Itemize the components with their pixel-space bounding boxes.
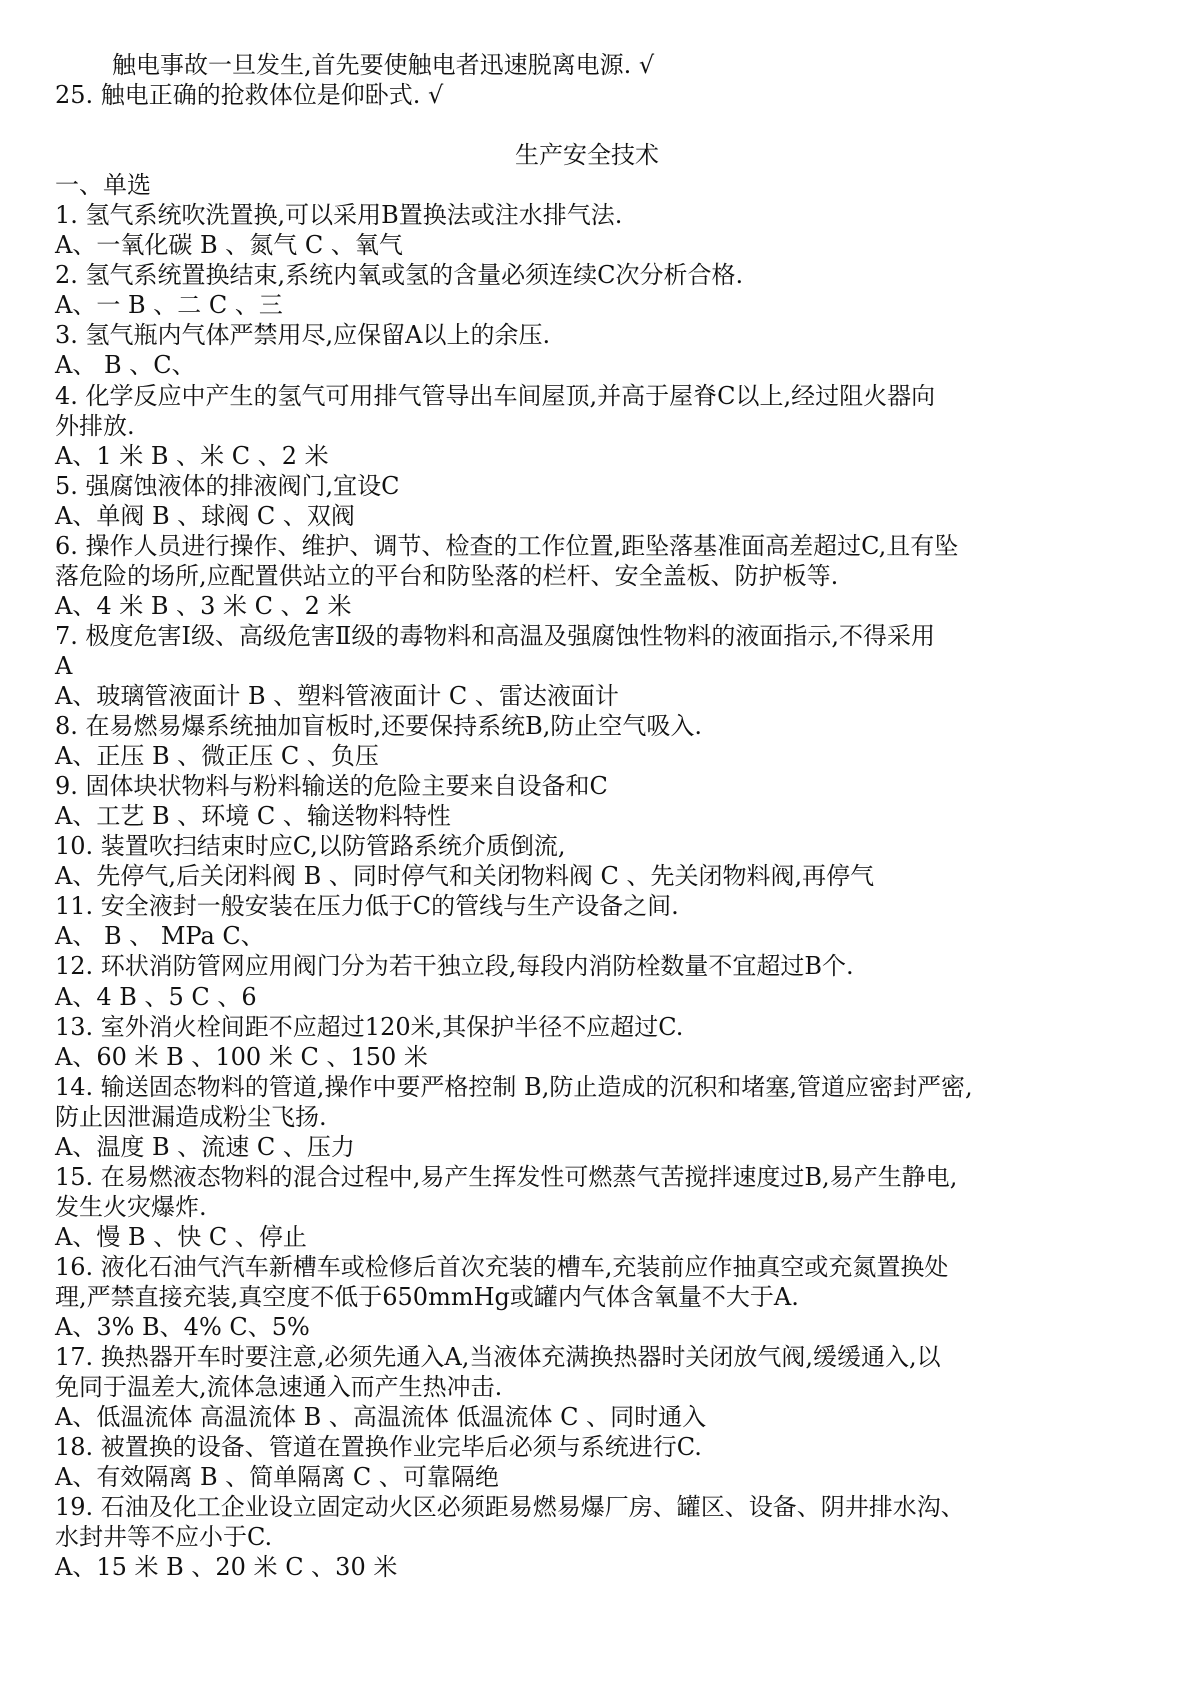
- text-line: 5. 强腐蚀液体的排液阀门,宜设C: [55, 471, 400, 500]
- text-line: A、4 米 B 、3 米 C 、2 米: [55, 591, 352, 620]
- text-line: 9. 固体块状物料与粉料输送的危险主要来自设备和C: [55, 772, 608, 801]
- text-line: 11. 安全液封一般安装在压力低于C的管线与生产设备之间.: [55, 892, 679, 921]
- text-line: A、 B 、 MPa C、: [55, 922, 265, 951]
- section-title: 生产安全技术: [515, 141, 659, 170]
- text-line: 12. 环状消防管网应用阀门分为若干独立段,每段内消防栓数量不宜超过B个.: [55, 952, 854, 981]
- text-line: A、4 B 、5 C 、6: [55, 982, 257, 1011]
- text-line: 10. 装置吹扫结束时应C,以防管路系统介质倒流,: [55, 832, 566, 861]
- text-line: 理,严禁直接充装,真空度不低于650mmHg或罐内气体含氧量不大于A.: [55, 1283, 799, 1311]
- text-line: A、先停气,后关闭料阀 B 、同时停气和关闭物料阀 C 、先关闭物料阀,再停气: [55, 862, 875, 891]
- text-line: A、工艺 B 、环境 C 、输送物料特性: [55, 802, 451, 831]
- text-line: 4. 化学反应中产生的氢气可用排气管导出车间屋顶,并高于屋脊C以上,经过阻火器向: [55, 381, 936, 410]
- text-line: A、正压 B 、微正压 C 、负压: [55, 742, 379, 771]
- text-line: A、一氧化碳 B 、氮气 C 、氧气: [55, 231, 403, 260]
- text-line: A、低温流体 高温流体 B 、高温流体 低温流体 C 、同时通入: [55, 1403, 707, 1432]
- text-line: 7. 极度危害Ⅰ级、高级危害Ⅱ级的毒物料和高温及强腐蚀性物料的液面指示,不得采用: [55, 621, 935, 650]
- text-line: 19. 石油及化工企业设立固定动火区必须距易燃易爆厂房、罐区、设备、阴井排水沟、: [55, 1493, 965, 1522]
- text-line: 触电事故一旦发生,首先要使触电者迅速脱离电源. √: [112, 51, 655, 79]
- text-line: 一、单选: [55, 171, 151, 200]
- text-line: 18. 被置换的设备、管道在置换作业完毕后必须与系统进行C.: [55, 1433, 702, 1462]
- text-line: A、温度 B 、流速 C 、压力: [55, 1132, 355, 1161]
- text-line: A、3% B、4% C、5%: [55, 1313, 310, 1342]
- text-line: A、一 B 、二 C 、三: [55, 291, 283, 320]
- text-line: 2. 氢气系统置换结束,系统内氧或氢的含量必须连续C次分析合格.: [55, 261, 744, 290]
- text-line: 防止因泄漏造成粉尘飞扬.: [55, 1102, 327, 1131]
- text-line: 13. 室外消火栓间距不应超过120米,其保护半径不应超过C.: [55, 1012, 684, 1041]
- text-line: A、60 米 B 、100 米 C 、150 米: [55, 1042, 428, 1071]
- text-line: A: [55, 651, 73, 680]
- text-line: 3. 氢气瓶内气体严禁用尽,应保留A以上的余压.: [55, 321, 551, 350]
- text-line: 免同于温差大,流体急速通入而产生热冲击.: [55, 1373, 503, 1402]
- text-line: 15. 在易燃液态物料的混合过程中,易产生挥发性可燃蒸气苦搅拌速度过B,易产生静电,: [55, 1162, 958, 1191]
- text-line: 水封井等不应小于C.: [55, 1523, 273, 1552]
- text-line: A、15 米 B 、20 米 C 、30 米: [55, 1553, 398, 1582]
- text-line: A、 B 、C、: [55, 351, 196, 380]
- text-line: A、慢 B 、快 C 、停止: [55, 1222, 307, 1251]
- text-line: A、有效隔离 B 、简单隔离 C 、可靠隔绝: [55, 1463, 499, 1492]
- text-line: 外排放.: [55, 411, 135, 440]
- text-line: 1. 氢气系统吹洗置换,可以采用B置换法或注水排气法.: [55, 201, 623, 230]
- text-line: 16. 液化石油气汽车新槽车或检修后首次充装的槽车,充装前应作抽真空或充氮置换处: [55, 1252, 949, 1281]
- text-line: A、单阀 B 、球阀 C 、双阀: [55, 501, 355, 530]
- text-line: 落危险的场所,应配置供站立的平台和防坠落的栏杆、安全盖板、防护板等.: [55, 561, 839, 590]
- text-line: 8. 在易燃易爆系统抽加盲板时,还要保持系统B,防止空气吸入.: [55, 712, 703, 741]
- text-line: 25. 触电正确的抢救体位是仰卧式. √: [55, 81, 444, 110]
- text-line: 14. 输送固态物料的管道,操作中要严格控制 B,防止造成的沉积和堵塞,管道应密封严密,: [55, 1072, 973, 1101]
- text-line: A、玻璃管液面计 B 、塑料管液面计 C 、雷达液面计: [55, 682, 619, 710]
- text-line: 17. 换热器开车时要注意,必须先通入A,当液体充满换热器时关闭放气阀,缓缓通入,以: [55, 1343, 941, 1372]
- text-line: 6. 操作人员进行操作、维护、调节、检查的工作位置,距坠落基准面高差超过C,且有坠: [55, 531, 959, 560]
- text-line: 发生火灾爆炸.: [55, 1192, 207, 1221]
- text-line: A、1 米 B 、米 C 、2 米: [55, 441, 329, 470]
